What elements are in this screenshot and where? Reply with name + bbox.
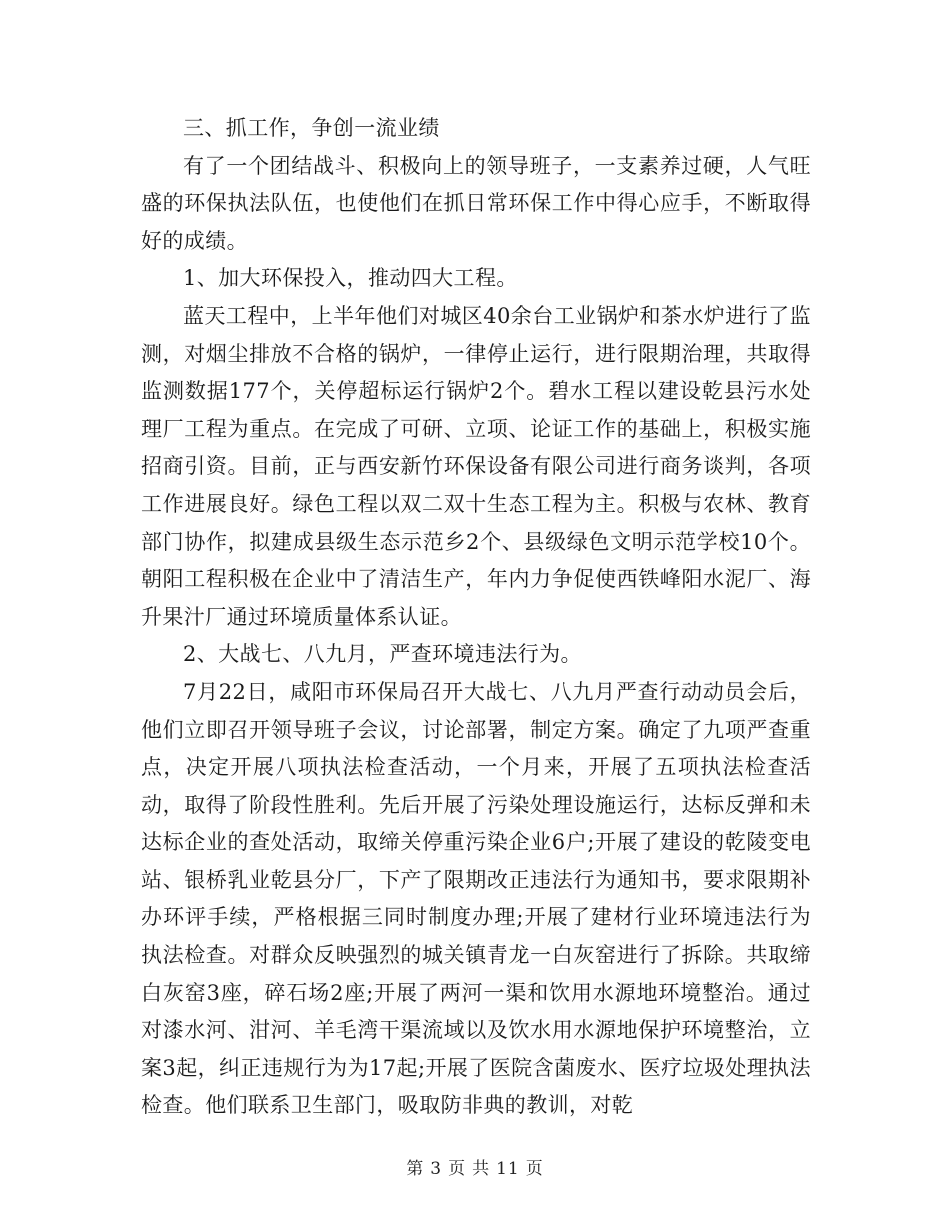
footer-page-unit: 页 [448,1159,467,1179]
document-body [141,110,811,1125]
footer-total-unit: 页 [525,1159,544,1179]
paragraph-four-projects: 蓝天工程中，上半年他们对城区40余台工业锅炉和茶水炉进行了监测，对烟尘排放不合格的锅炉，一律停止运行，进行限期治理，共取得监测数据177个，关停超标运行锅炉2个。碧水工程以建设乾县污水处理厂工程为重点。在完成了可研、立项、论证工作的基础上，积极实施招商引资。目前，正与西安新竹环保设备有限公司进行商务谈判，各项工作进展良好。绿色工程以双二双十生态工程为主。积极与农林、教育部门协作，拟建成县级生态示范乡2个、县级绿色文明示范学校10个。朝阳工程积极在企业中了清洁生产，年内力争促使西铁峰阳水泥厂、海升果汁厂通过环境质量体系认证。 [141,303,811,629]
total-pages: 11 [496,1159,520,1179]
page-footer [0,1154,950,1179]
section-heading: 三、抓工作，争创一流业绩 [183,116,440,140]
paragraph-enforcement: 7月22日，咸阳市环保局召开大战七、八九月严查行动动员会后，他们立即召开领导班子会议，讨论部署，制定方案。确定了九项严查重点，决定开展八项执法检查活动，一个月来，开展了五项执法检查活动，取得了阶段性胜利。先后开展了污染处理设施运行，达标反弹和未达标企业的查处活动，取缔关停重污染企业6户;开展了建设的乾陵变电站、银桥乳业乾县分厂，下产了限期改正违法行为通知书，要求限期补办环评手续，严格根据三同时制度办理;开展了建材行业环境违法行为执法检查。对群众反映强烈的城关镇青龙一白灰窑进行了拆除。共取缔白灰窑3座，碎石场2座;开展了两河一渠和饮用水源地环境整治。通过对漆水河、泔河、羊毛湾干渠流域以及饮水用水源地保护环境整治，立案3起，纠正违规行为为17起;开展了医院含菌废水、医疗垃圾处理执法检查。他们联系卫生部门，吸取防非典的教训，对乾 [141,679,811,1118]
subheading-campaign: 2、大战七、八九月，严查环境违法行为。 [183,642,582,667]
page-number: 3 [430,1159,443,1179]
subheading-investment: 1、加大环保投入，推动四大工程。 [183,266,518,291]
footer-page-label: 第 [406,1159,425,1179]
footer-total-label: 共 [472,1159,491,1179]
paragraph-intro: 有了一个团结战斗、积极向上的领导班子，一支素养过硬，人气旺盛的环保执法队伍，也使他们在抓日常环保工作中得心应手，不断取得好的成绩。 [141,153,811,253]
